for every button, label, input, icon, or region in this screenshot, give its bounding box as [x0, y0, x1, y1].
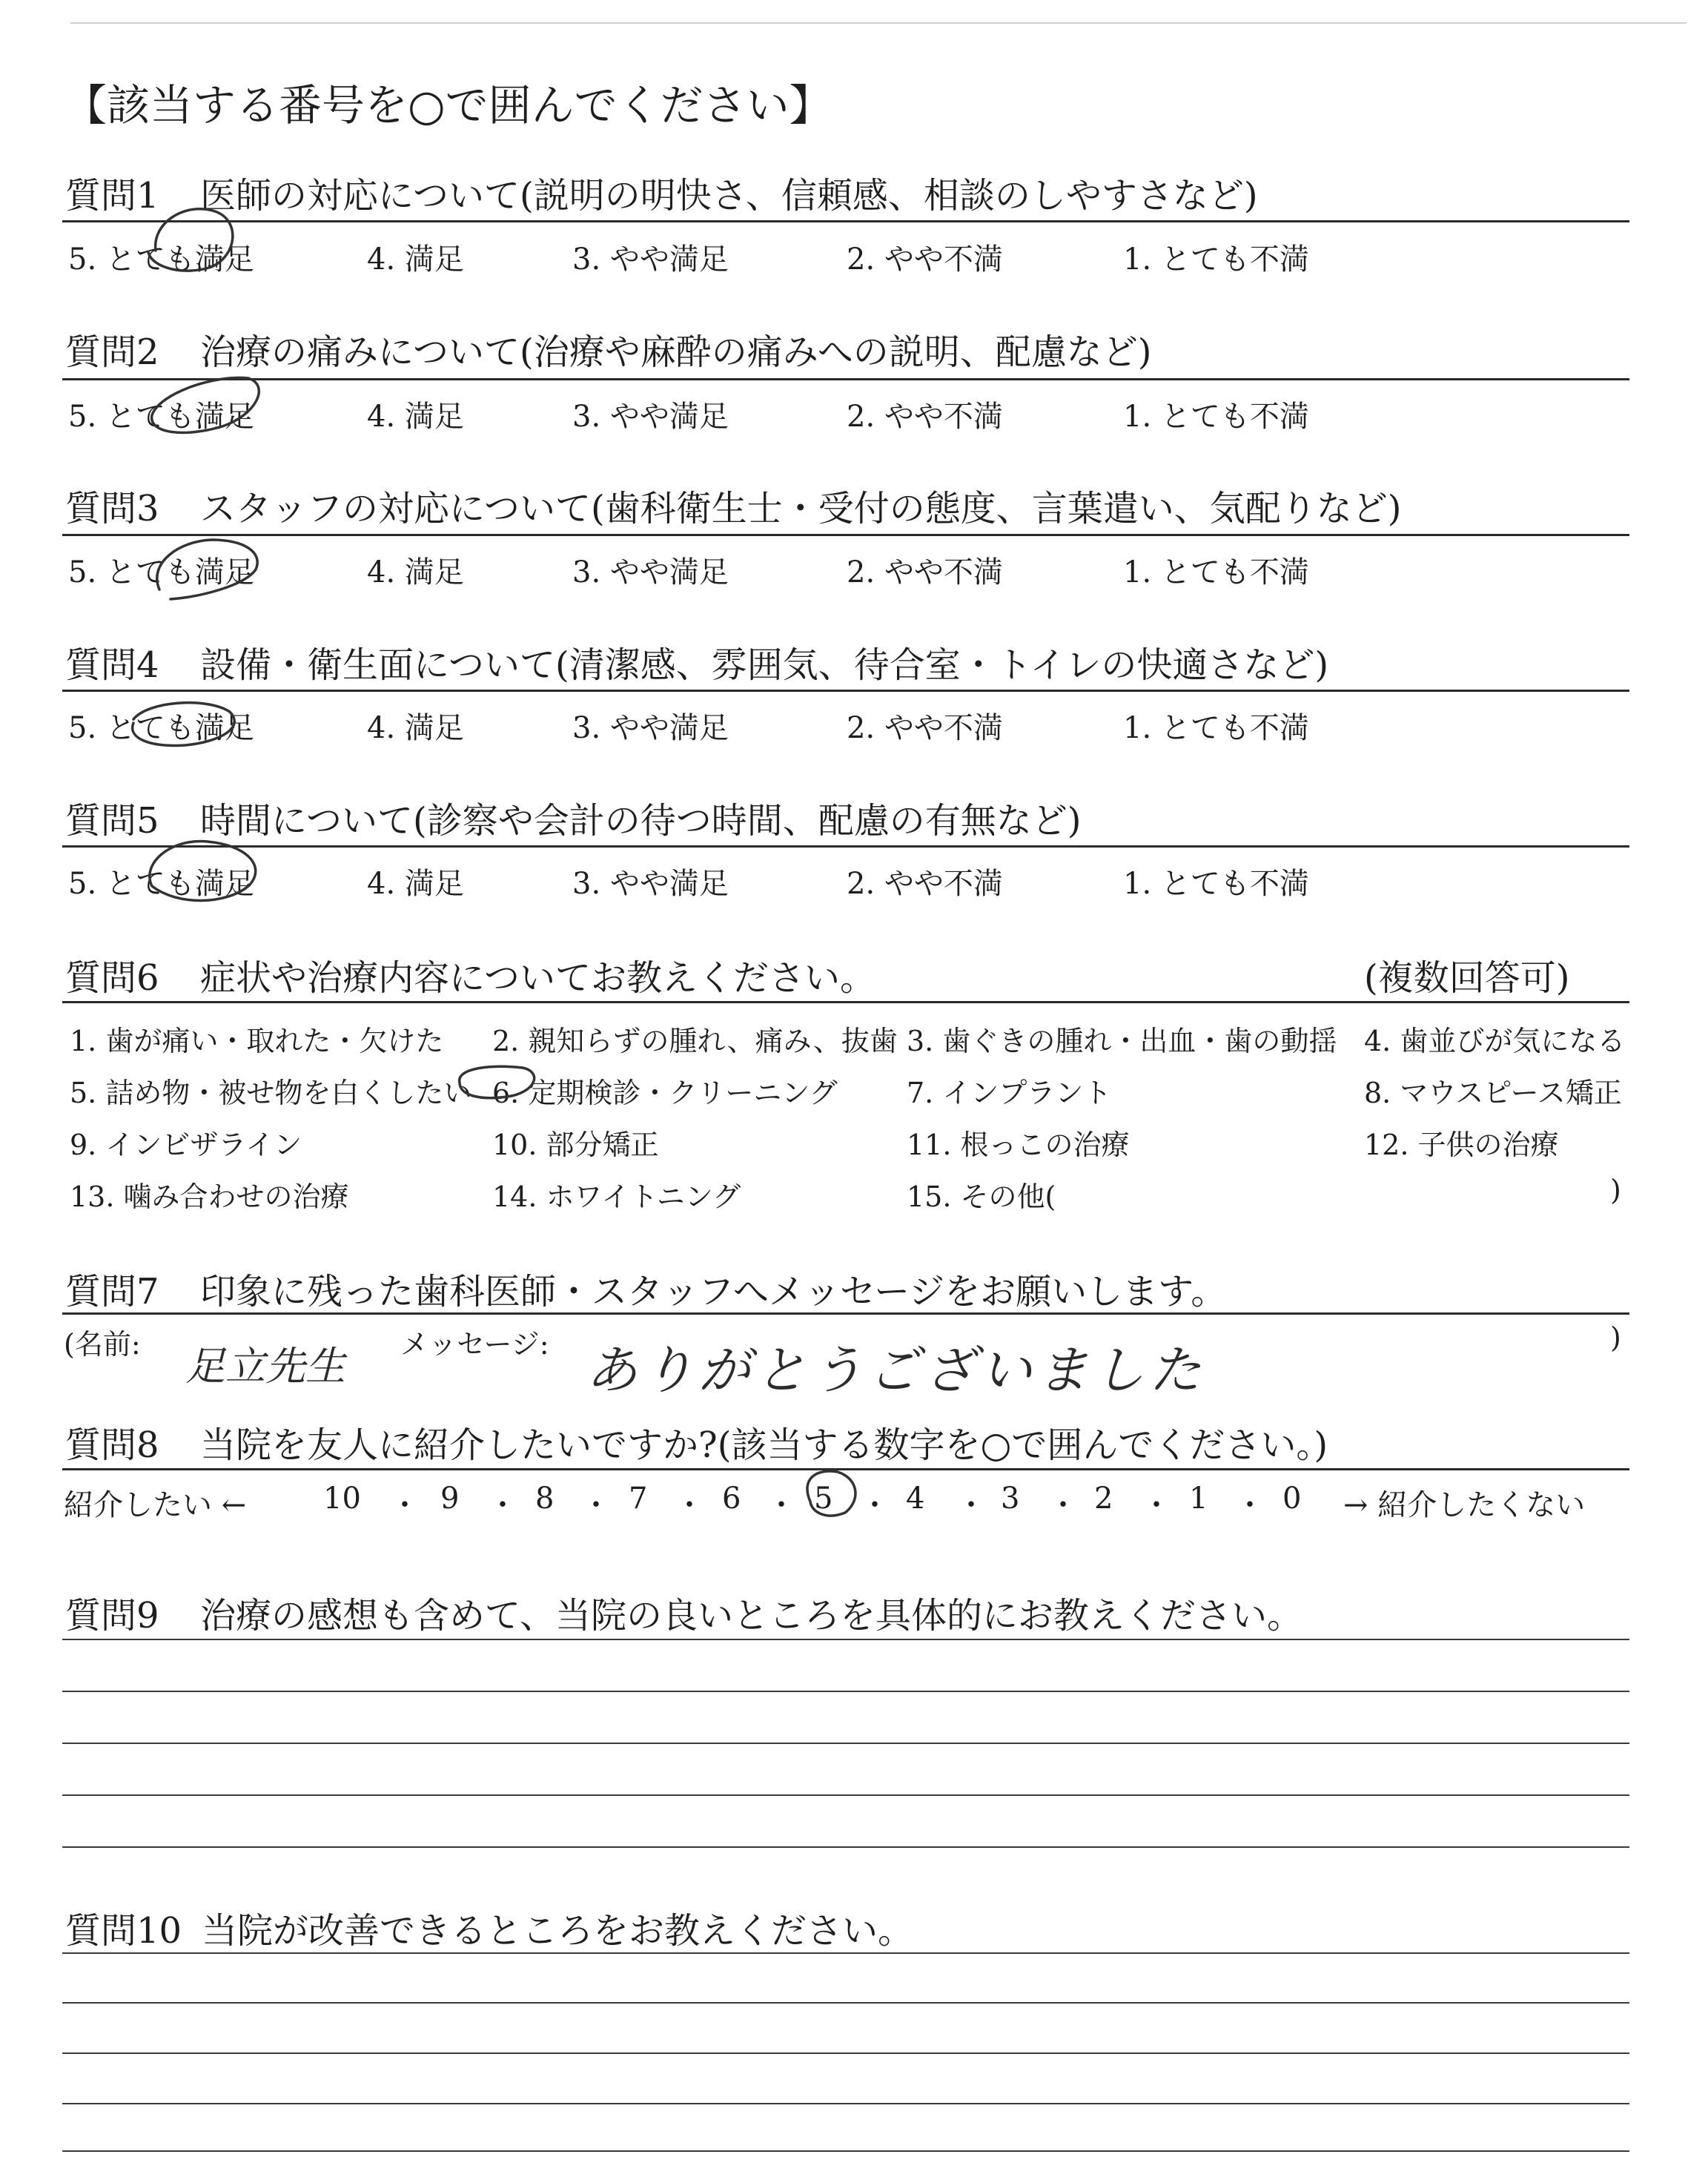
q9-answer-line — [62, 1691, 1629, 1692]
q4-option-4[interactable]: 4. 満足 — [367, 711, 464, 745]
q9-label: 質問9 — [65, 1595, 159, 1636]
q6-item-12[interactable]: 12. 子供の治療 — [1364, 1129, 1559, 1161]
q9-answer-line — [62, 1743, 1629, 1744]
q8-right-label: → 紹介したくない — [1343, 1488, 1586, 1522]
q8-scale-value-4[interactable]: 4 — [906, 1482, 925, 1516]
q8-scale-value-7[interactable]: 7 — [629, 1482, 648, 1516]
q10-answer-line — [62, 2103, 1629, 2104]
q9-answer-line — [62, 1639, 1629, 1640]
q8-scale-value-8[interactable]: 8 — [535, 1482, 555, 1516]
q6-rule — [62, 1001, 1629, 1003]
q3-option-1[interactable]: 1. とても不満 — [1123, 555, 1309, 589]
q6-item-4[interactable]: 4. 歯並びが気になる — [1364, 1025, 1626, 1057]
q8-scale-separator: ・ — [488, 1488, 517, 1522]
q6-item-13[interactable]: 13. 噛み合わせの治療 — [70, 1180, 349, 1213]
q7-label: 質問7 — [65, 1271, 159, 1312]
q7-name-label: (名前: — [64, 1328, 141, 1361]
q6-item-7[interactable]: 7. インプラント — [907, 1077, 1112, 1109]
q6-label: 質問6 — [65, 957, 159, 999]
q8-scale-value-10[interactable]: 10 — [323, 1482, 361, 1516]
q8-scale-separator: ・ — [1048, 1488, 1078, 1522]
q6-item-5[interactable]: 5. 詰め物・被せ物を白くしたい — [70, 1077, 472, 1109]
q8-scale-value-3[interactable]: 3 — [1001, 1482, 1020, 1516]
q10-answer-line — [62, 2002, 1629, 2004]
q3-label: 質問3 — [65, 488, 159, 529]
q8-scale-separator: ・ — [1142, 1488, 1171, 1522]
q1-option-2[interactable]: 2. やや不満 — [847, 242, 1003, 277]
q9-text: 治療の感想も含めて、当院の良いところを具体的にお教えください。 — [200, 1595, 1303, 1636]
q6-item-9[interactable]: 9. インビザライン — [70, 1129, 302, 1161]
q8-scale-value-5[interactable]: 5 — [814, 1482, 833, 1516]
q3-option-3[interactable]: 3. やや満足 — [572, 555, 729, 589]
q1-text: 医師の対応について(説明の明快さ、信頼感、相談のしやすさなど) — [200, 175, 1258, 217]
q3-rule — [62, 534, 1629, 536]
q5-option-3[interactable]: 3. やや満足 — [572, 867, 729, 901]
q5-label: 質問5 — [65, 800, 159, 842]
q8-rule — [62, 1468, 1629, 1470]
q8-left-label: 紹介したい ← — [64, 1488, 247, 1522]
q6-item-11[interactable]: 11. 根っこの治療 — [907, 1129, 1130, 1161]
q8-scale-separator: ・ — [767, 1488, 796, 1522]
q2-option-3[interactable]: 3. やや満足 — [572, 400, 729, 434]
q8-scale-separator: ・ — [390, 1488, 420, 1522]
q6-item-10[interactable]: 10. 部分矯正 — [492, 1129, 659, 1161]
q4-label: 質問4 — [65, 644, 159, 686]
q6-item-14[interactable]: 14. ホワイトニング — [492, 1180, 741, 1213]
q10-answer-line — [62, 2052, 1629, 2054]
q8-scale-separator: ・ — [1235, 1488, 1265, 1522]
q5-text: 時間について(診察や会計の待つ時間、配慮の有無など) — [200, 800, 1082, 842]
q4-rule — [62, 690, 1629, 692]
q8-label: 質問8 — [65, 1424, 159, 1466]
q10-label: 質問10 — [65, 1910, 182, 1952]
q8-text: 当院を友人に紹介したいですか?(該当する数字を○で囲んでください。) — [200, 1424, 1328, 1466]
q8-scale-value-2[interactable]: 2 — [1094, 1482, 1113, 1516]
q1-option-4[interactable]: 4. 満足 — [367, 242, 464, 277]
q3-text: スタッフの対応について(歯科衛生士・受付の態度、言葉遣い、気配りなど) — [200, 488, 1402, 529]
q2-text: 治療の痛みについて(治療や麻酔の痛みへの説明、配慮など) — [200, 331, 1152, 373]
q1-option-5[interactable]: 5. とても満足 — [68, 242, 254, 277]
q4-option-5[interactable]: 5. とても満足 — [68, 711, 254, 745]
q1-option-3[interactable]: 3. やや満足 — [572, 242, 729, 277]
q7-message-handwritten[interactable]: ありがとうございました — [586, 1340, 1205, 1401]
q2-label: 質問2 — [65, 331, 159, 373]
q3-option-5[interactable]: 5. とても満足 — [68, 555, 254, 589]
scan-top-edge — [70, 22, 1687, 24]
q2-rule — [62, 378, 1629, 380]
q8-scale-value-0[interactable]: 0 — [1282, 1482, 1302, 1516]
q2-option-5[interactable]: 5. とても満足 — [68, 400, 254, 434]
q10-text: 当院が改善できるところをお教えください。 — [202, 1910, 914, 1952]
q5-option-5[interactable]: 5. とても満足 — [68, 867, 254, 901]
q5-option-4[interactable]: 4. 満足 — [367, 867, 464, 901]
q6-item-8[interactable]: 8. マウスピース矯正 — [1364, 1077, 1622, 1109]
q3-option-2[interactable]: 2. やや不満 — [847, 555, 1003, 589]
q8-scale-separator: ・ — [956, 1488, 986, 1522]
q1-rule — [62, 220, 1629, 222]
q1-label: 質問1 — [65, 175, 159, 217]
q6-other-close-paren: ) — [1610, 1174, 1621, 1206]
q5-option-2[interactable]: 2. やや不満 — [847, 867, 1003, 901]
q1-option-1[interactable]: 1. とても不満 — [1123, 242, 1309, 277]
q6-item-2[interactable]: 2. 親知らずの腫れ、痛み、抜歯 — [492, 1025, 898, 1057]
q5-option-1[interactable]: 1. とても不満 — [1123, 867, 1309, 901]
q5-rule — [62, 845, 1629, 848]
q2-option-4[interactable]: 4. 満足 — [367, 400, 464, 434]
q8-scale-separator: ・ — [675, 1488, 704, 1522]
q4-text: 設備・衛生面について(清潔感、雰囲気、待合室・トイレの快適さなど) — [200, 644, 1329, 686]
q9-answer-line — [62, 1794, 1629, 1796]
form-heading: 【該当する番号を○で囲んでください】 — [64, 80, 833, 131]
q4-option-3[interactable]: 3. やや満足 — [572, 711, 729, 745]
q6-item-15[interactable]: 15. その他( — [907, 1180, 1056, 1213]
q4-option-2[interactable]: 2. やや不満 — [847, 711, 1003, 745]
q7-name-handwritten[interactable]: 足立先生 — [185, 1343, 345, 1390]
q10-answer-line — [62, 1952, 1629, 1954]
q8-scale-value-6[interactable]: 6 — [722, 1482, 741, 1516]
q2-option-1[interactable]: 1. とても不満 — [1123, 400, 1309, 434]
q6-item-6[interactable]: 6. 定期検診・クリーニング — [492, 1077, 838, 1109]
q7-text: 印象に残った歯科医師・スタッフへメッセージをお願いします。 — [200, 1271, 1227, 1312]
q8-scale-separator: ・ — [581, 1488, 611, 1522]
q7-message-label: メッセージ: — [400, 1328, 549, 1361]
q9-answer-line — [62, 1846, 1629, 1848]
q6-item-3[interactable]: 3. 歯ぐきの腫れ・出血・歯の動揺 — [907, 1025, 1337, 1057]
q10-answer-line — [62, 2150, 1629, 2152]
q6-text: 症状や治療内容についてお教えください。 — [200, 957, 876, 999]
q2-option-2[interactable]: 2. やや不満 — [847, 400, 1003, 434]
q8-scale-value-9[interactable]: 9 — [440, 1482, 460, 1516]
q4-option-1[interactable]: 1. とても不満 — [1123, 711, 1309, 745]
q8-scale-value-1[interactable]: 1 — [1189, 1482, 1208, 1516]
q6-item-1[interactable]: 1. 歯が痛い・取れた・欠けた — [70, 1025, 444, 1057]
q6-note: (複数回答可) — [1364, 957, 1570, 999]
q7-rule — [62, 1312, 1629, 1315]
q3-option-4[interactable]: 4. 満足 — [367, 555, 464, 589]
q8-scale-separator: ・ — [860, 1488, 890, 1522]
q7-close-paren: ) — [1610, 1321, 1621, 1354]
